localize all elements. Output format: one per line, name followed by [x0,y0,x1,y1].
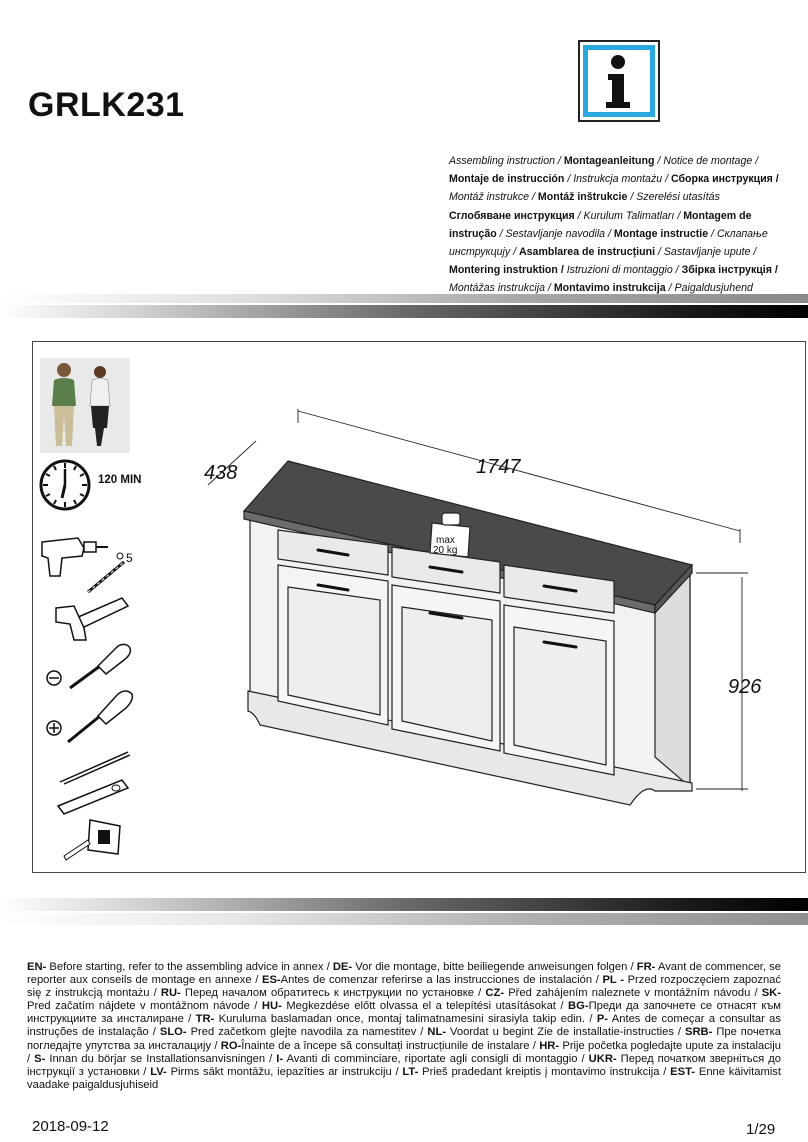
language-code: NL- [427,1026,447,1039]
notice-text: Пре почетка погледајте упутства за инсталацију / [27,1026,782,1052]
language-segment: Montering instruktion [449,264,558,277]
language-code: S- [34,1052,46,1065]
language-segment: / [529,191,538,204]
language-line [449,152,779,170]
language-code: BG- [568,1000,589,1013]
language-line [449,207,779,225]
language-code: DE- [332,961,353,973]
language-segment: / [510,246,520,259]
language-segment: Kurulum Talimatları [583,209,675,222]
language-segment: / [554,155,564,167]
language-code: ES- [261,974,281,987]
language-line [449,225,779,243]
weight-label-max: max [436,535,455,546]
language-segment: Склапање [716,227,768,240]
notice-text: Pred začatím nájdete v montážnom návode / [27,1000,262,1013]
language-segment: / [665,282,675,295]
notice-text: Перед началом обратитесь к инструкции по установке / [180,987,486,1000]
language-code: RU- [160,987,181,1000]
tape-measure-icon [60,814,130,866]
language-code: PL - [602,974,624,987]
language-segment: Сборка инструкция [670,173,773,186]
notice-text: Pirms sākt montāžu, iepazīties ar instrukciju / [166,1065,403,1078]
language-segment: / [674,209,684,222]
language-code: LT- [402,1065,419,1078]
language-code: SRB- [685,1026,713,1039]
notice-text: Przed rozpoczęciem zapoznać się z instrukcją montażu / [27,974,781,1000]
language-segment: Сглобяване инструкция [449,209,575,222]
notice-text: Megkezdése előtt olvassa el a telepítési utasításokat / [281,1000,569,1013]
language-segment: Montáž instrukce [449,191,530,204]
language-code: I- [276,1052,284,1065]
dimension-width: 1747 [476,456,521,478]
notice-text: Преди да започнете се отнасят към инструкциите за инсталиране / [27,1000,781,1026]
language-segment: / [672,264,682,277]
notice-text: Avanti di comminciare, riportate agli consigli di montaggio / [283,1052,589,1065]
language-code: FR- [636,961,656,973]
language-segment: / [771,264,778,277]
two-persons-icon [40,358,130,453]
language-segment: Збірка інструкція [681,264,772,277]
info-icon [578,40,660,122]
page-number: 1/29 [746,1121,776,1138]
notice-text: Antes de começar a consultar as instruções de instalação / [27,1013,781,1039]
language-code: RO- [220,1039,242,1052]
multilingual-notice [27,961,781,1092]
notice-text: Prije početka pogledajte upute za instalaciju / [27,1039,781,1065]
language-line [449,261,779,279]
notice-text: Before starting, refer to the assembling advice in annex / [46,961,333,973]
language-segment: инструкцију [449,246,511,259]
language-segment: / [662,173,671,186]
language-segment: Montážas instrukcija [449,282,545,295]
notice-text: Avant de commencer, se reporter aux conseils de montage en annexe / [27,961,781,987]
language-segment: / [752,155,759,167]
language-segment: / [557,264,567,277]
language-code: EST- [670,1065,696,1078]
top-band-dark [0,305,808,318]
bottom-band-dark [0,898,808,911]
language-segment: / [496,227,506,240]
hammer-icon [50,594,130,644]
language-code: P- [596,1013,609,1026]
notice-text: Kuruluma baslamadan once, montaj talimatnamesini sirasiyla takip edin. / [214,1013,597,1026]
language-line [449,170,779,188]
language-segment: instrução [449,227,497,240]
language-segment: Notice de montage [663,155,753,167]
language-code: HU- [261,1000,282,1013]
bottom-band-light [0,913,808,925]
language-code: HR- [539,1039,560,1052]
dimension-height: 926 [728,676,762,698]
language-segment: Montagem de [683,209,752,222]
language-line [449,188,779,206]
notice-text: Pred začetkom glejte navodila za namestitev / [186,1026,428,1039]
language-segment: / [772,173,779,186]
language-segment: Sestavljanje navodila [505,227,606,240]
drill-size: 5 [126,551,133,565]
notice-text: Innan du börjar se Installationsanvisningen / [45,1052,277,1065]
language-code: SK- [761,987,781,1000]
notice-text: Před zahájením naleznete v montážním návodu / [504,987,762,1000]
clock-icon [38,458,92,512]
language-segment: Istruzioni di montaggio [566,264,673,277]
sideboard-drawing [200,395,780,835]
language-segment: / [564,173,574,186]
notice-text: Перед початком звернiться до iнструкцiї з установки / [27,1052,782,1078]
language-code: SLO- [159,1026,187,1039]
language-segment: / [544,282,554,295]
language-segment: Instrukcja montażu [573,173,663,186]
model-number: GRLK231 [28,86,185,124]
notice-text: Enne käivitamist vaadake paigaldusjuhiseid [27,1065,782,1091]
dimension-depth: 438 [204,462,238,484]
language-segment: Sastavljanje upute [663,246,751,259]
language-segment: Szerelési utasítás [636,191,720,204]
spirit-level-icon [52,770,142,820]
language-code: TR- [195,1013,215,1026]
language-segment: Montageanleitung [563,155,655,167]
language-segment: / [750,246,757,259]
language-code: CZ- [485,987,505,1000]
language-segment: / [627,191,637,204]
language-segment: Montaje de instrucción [449,173,565,186]
notice-text: Voordat u begint Zie de installatie-instructies / [446,1026,685,1039]
language-segment: Montage instructie [613,227,709,240]
language-code: LV- [150,1065,167,1078]
notice-text: Prieš pradedant kreiptis į montavimo instrukcija / [418,1065,671,1078]
language-segment: / [574,209,584,222]
notice-text: Vor die montage, bitte beiliegende anweisungen folgen / [352,961,637,973]
language-titles [449,152,779,298]
weight-label-kg: 20 kg [433,545,458,556]
top-band-light [0,294,808,303]
language-segment: / [708,227,717,240]
notice-text: Antes de comenzar referirse a las instrucciones de instalación / [280,974,603,987]
language-code: UKR- [588,1052,617,1065]
notice-text: Înainte de a începe să consultați instrucțiunile de instalare / [241,1039,540,1052]
document-date: 2018-09-12 [32,1118,109,1135]
language-segment: / [654,155,664,167]
phillips-screwdriver-icon [44,686,140,746]
language-code: EN- [27,961,47,973]
language-segment: Montavimo instrukcija [553,282,666,295]
flat-screwdriver-icon [44,640,140,692]
language-segment: Assembling instruction [449,155,555,167]
language-segment: Montáž inštrukcie [537,191,628,204]
assembly-time: 120 MIN [98,474,142,486]
language-segment: / [605,227,614,240]
language-segment: Paigaldusjuhend [674,282,753,295]
language-line [449,243,779,261]
drill-icon [38,532,138,596]
language-segment: / [655,246,664,259]
language-segment: Asamblarea de instrucțiuni [519,246,656,259]
